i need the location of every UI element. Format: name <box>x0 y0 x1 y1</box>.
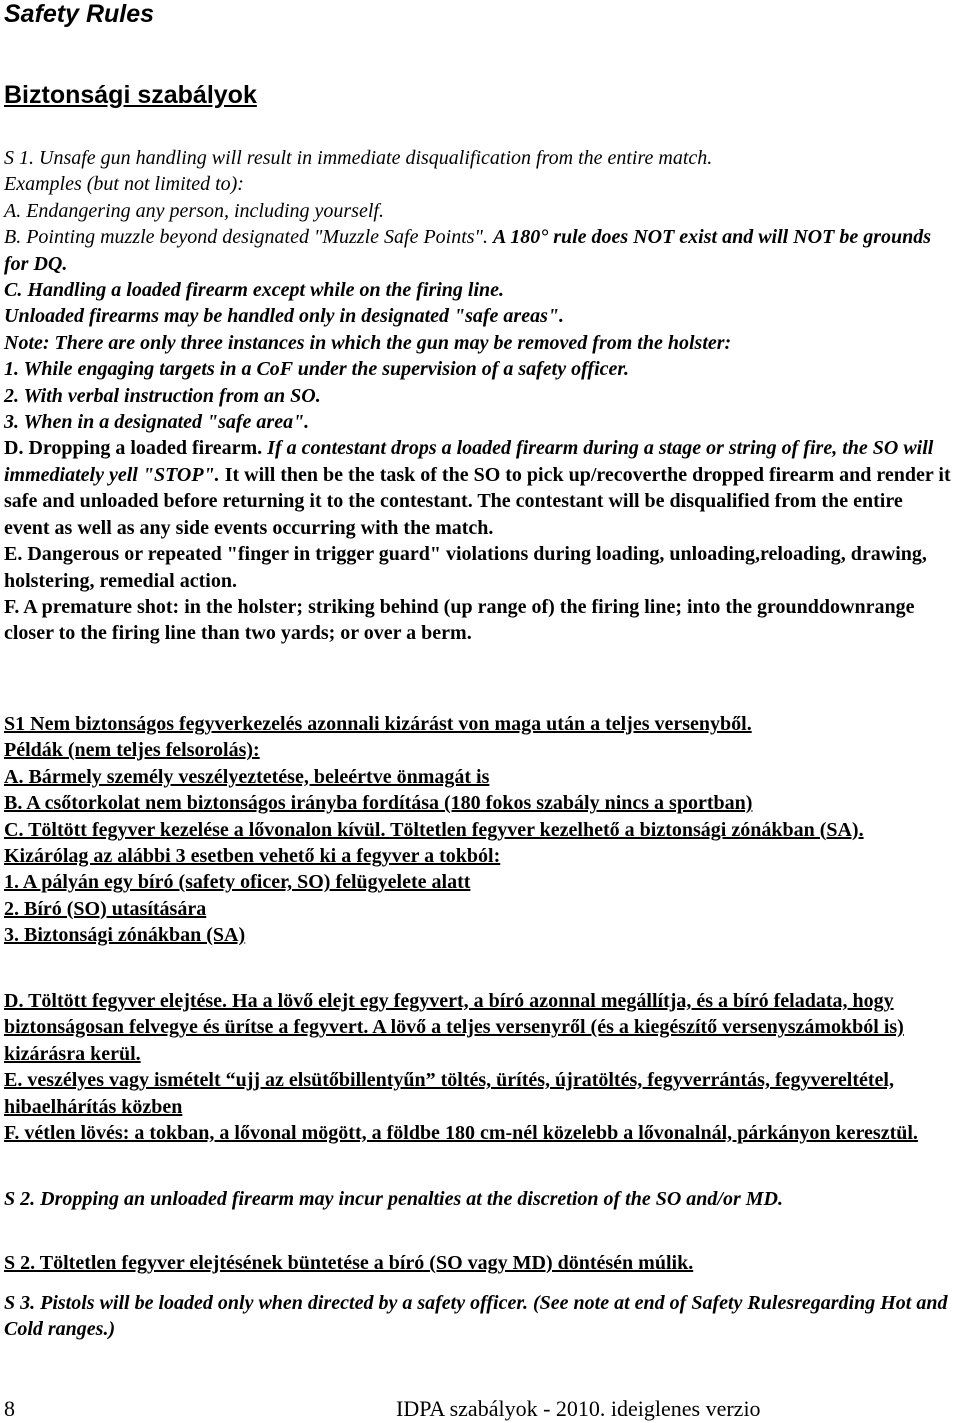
rule-s1-item-d <box>4 435 952 541</box>
rule-s1-line: S 1. Unsafe gun handling will result in immediate disqualification from the entire match. <box>4 147 713 169</box>
rule-s1-english <box>4 145 952 647</box>
rule-s1-line: Unloaded firearms may be handled only in designated "safe areas". <box>4 305 564 328</box>
rule-s1-hungarian-cont <box>4 988 952 1146</box>
rule-s1-note-item: 1. While engaging targets in a CoF under the supervision of a safety officer. <box>4 358 630 381</box>
rule-s1-item-b-part: B. Pointing muzzle beyond designated "Muzzle Safe Points". <box>4 226 493 249</box>
rule-s1-hu-item-b: B. A csőtorkolat nem biztonságos irányba fordítása (180 fokos szabály nincs a sportban) <box>4 792 753 815</box>
rule-s1-item-c: C. Handling a loaded firearm except while on the firing line. <box>4 279 505 302</box>
rule-s1-line: Examples (but not limited to): <box>4 173 244 196</box>
rule-s1-item-a: A. Endangering any person, including yourself. <box>4 199 384 222</box>
rule-s3-en-text: S 3. Pistols will be loaded only when directed by a safety officer. (See note at end of Safety Rulesregarding Hot and Cold ranges.) <box>4 1292 948 1341</box>
footer-text: IDPA szabályok - 2010. ideiglenes verzio <box>396 1396 761 1421</box>
rule-s1-item-e: E. Dangerous or repeated "finger in trigger guard" violations during loading, unloading,reloading, drawing, holstering, remedial action. <box>4 543 927 592</box>
rule-s2-english <box>4 1186 952 1212</box>
rule-s1-hu-sub-item: 2. Bíró (SO) utasítására <box>4 897 207 920</box>
page-number: 8 <box>4 1396 15 1421</box>
rule-s1-hu-line: S1 Nem biztonságos fegyverkezelés azonnali kizárást von maga után a teljes versenyből. <box>4 713 752 735</box>
page-title: Safety Rules <box>4 0 155 28</box>
rule-s1-hu-item-d: D. Töltött fegyver elejtése. Ha a lövő elejt egy fegyvert, a bíró azonnal megállítja, és a bíró feladata, hogy biztonságosan felvegye és ürítse a fegyvert. A lövő a teljes versenyről (és a kiegészítő versenyszámokból is) kizárásra kerül. <box>4 990 904 1065</box>
rule-s1-item-b <box>4 224 952 277</box>
rule-s1-hu-item-e: E. veszélyes vagy ismételt “ujj az elsütőbillentyűn” töltés, ürítés, újratöltés, fegyverrántás, fegyvereltétel, hibaelhárítás közben <box>4 1069 894 1118</box>
rule-s2-en-text: S 2. Dropping an unloaded firearm may incur penalties at the discretion of the SO and/or MD. <box>4 1188 783 1210</box>
rule-s2-hungarian <box>4 1250 952 1276</box>
rule-s1-note-item: 2. With verbal instruction from an SO. <box>4 384 321 407</box>
rule-s1-item-d-part: D. Dropping a loaded firearm. <box>4 437 268 460</box>
rule-s1-hu-sub-item: 1. A pályán egy bíró (safety oficer, SO) felügyelete alatt <box>4 871 471 894</box>
rule-s1-item-d-part: The contestant will be disqualified from the entire event as well as any side events occurring with the match. <box>4 490 903 539</box>
rule-s3-english <box>4 1290 952 1343</box>
page-subtitle: Biztonsági szabályok <box>4 81 257 109</box>
rule-s1-hu-line: Példák (nem teljes felsorolás): <box>4 739 260 762</box>
rule-s2-hu-text: S 2. Töltetlen fegyver elejtésének büntetése a bíró (SO vagy MD) döntésén múlik. <box>4 1252 694 1274</box>
rule-s1-note: Note: There are only three instances in which the gun may be removed from the holster: <box>4 331 732 354</box>
rule-s1-item-b-part: A 180° rule does NOT exist and will NOT be grounds for DQ. <box>4 226 932 275</box>
rule-s1-hu-item-a: A. Bármely személy veszélyeztetése, beleértve önmagát is <box>4 765 490 788</box>
rule-s1-item-f: F. A premature shot: in the holster; striking behind (up range of) the firing line; into the grounddownrange closer to the firing line than two yards; or over a berm. <box>4 595 915 645</box>
rule-s1-hu-item-c: C. Töltött fegyver kezelése a lővonalon kívül. Töltetlen fegyver kezelhető a biztonsági zónákban (SA). Kizárólag az alábbi 3 esetben vehető ki a fegyver a tokból: <box>4 818 864 868</box>
rule-s1-item-d-part: If a contestant drops a loaded firearm during a stage or string of fire, the SO will immediately yell "STOP". <box>4 437 934 486</box>
rule-s1-item-d-part: It will then be the task of the SO to pick up/recoverthe dropped firearm and render it safe and unloaded before returning it to the contestant. <box>4 463 951 513</box>
rule-s1-hu-sub-item: 3. Biztonsági zónákban (SA) <box>4 924 246 947</box>
rule-s1-note-item: 3. When in a designated "safe area". <box>4 411 310 434</box>
rule-s1-hu-item-f: F. vétlen lövés: a tokban, a lővonal mögött, a földbe 180 cm-nél közelebb a lővonalnál, párkányon keresztül. <box>4 1122 918 1145</box>
rule-s1-hungarian <box>4 711 952 949</box>
